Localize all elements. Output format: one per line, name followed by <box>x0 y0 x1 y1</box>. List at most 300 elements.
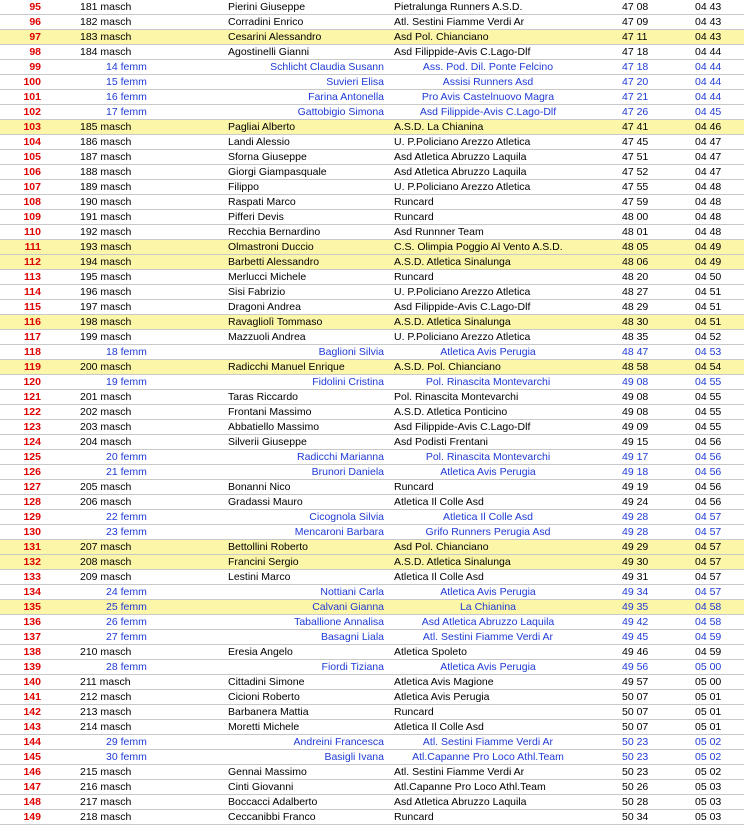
pace-per-km: 04 48 <box>695 196 722 208</box>
finish-time: 48 01 <box>622 226 649 238</box>
finish-time: 49 28 <box>622 511 649 523</box>
table-row <box>0 435 744 450</box>
table-row <box>0 630 744 645</box>
pace-per-km: 04 58 <box>695 601 722 613</box>
category: 14 femm <box>106 61 147 73</box>
pace-per-km: 05 03 <box>695 811 722 823</box>
position: 143 <box>23 721 41 733</box>
athlete-name: Radicchi Manuel Enrique <box>228 361 345 373</box>
position: 136 <box>23 616 41 628</box>
table-row <box>0 645 744 660</box>
position: 103 <box>23 121 41 133</box>
finish-time: 49 57 <box>622 676 649 688</box>
position: 134 <box>23 586 41 598</box>
finish-time: 47 08 <box>622 1 649 13</box>
athlete-name: Mencaroni Barbara <box>294 526 384 538</box>
finish-time: 47 21 <box>622 91 649 103</box>
pace-per-km: 05 01 <box>695 691 722 703</box>
athlete-name: Moretti Michele <box>228 721 300 733</box>
position: 105 <box>23 151 41 163</box>
category: 215 masch <box>80 766 132 778</box>
table-row <box>0 150 744 165</box>
pace-per-km: 04 48 <box>695 226 722 238</box>
position: 106 <box>23 166 41 178</box>
position: 137 <box>23 631 41 643</box>
category: 22 femm <box>106 511 147 523</box>
position: 124 <box>23 436 41 448</box>
finish-time: 47 20 <box>622 76 649 88</box>
finish-time: 48 27 <box>622 286 649 298</box>
pace-per-km: 04 43 <box>695 16 722 28</box>
pace-per-km: 04 44 <box>695 61 722 73</box>
finish-time: 48 05 <box>622 241 649 253</box>
club: A.S.D. Atletica Sinalunga <box>394 556 511 568</box>
athlete-name: Fidolini Cristina <box>312 376 384 388</box>
table-row <box>0 720 744 735</box>
table-row <box>0 240 744 255</box>
table-row <box>0 360 744 375</box>
position: 123 <box>23 421 41 433</box>
category: 209 masch <box>80 571 132 583</box>
table-row <box>0 675 744 690</box>
position: 138 <box>23 646 41 658</box>
club: Asd Filippide-Avis C.Lago-Dlf <box>394 301 531 313</box>
club: Pietralunga Runners A.S.D. <box>394 1 523 13</box>
club: Ass. Pod. Dil. Ponte Felcino <box>422 61 554 73</box>
pace-per-km: 04 51 <box>695 316 722 328</box>
athlete-name: Radicchi Marianna <box>297 451 384 463</box>
category: 210 masch <box>80 646 132 658</box>
pace-per-km: 05 02 <box>695 736 722 748</box>
position: 109 <box>23 211 41 223</box>
club: U. P.Policiano Arezzo Atletica <box>394 136 531 148</box>
finish-time: 50 07 <box>622 706 649 718</box>
club: Atletica Avis Perugia <box>440 346 536 358</box>
table-row <box>0 255 744 270</box>
pace-per-km: 04 55 <box>695 421 722 433</box>
position: 107 <box>23 181 41 193</box>
category: 184 masch <box>80 46 132 58</box>
category: 213 masch <box>80 706 132 718</box>
athlete-name: Taras Riccardo <box>228 391 299 403</box>
table-row <box>0 195 744 210</box>
finish-time: 47 52 <box>622 166 649 178</box>
category: 187 masch <box>80 151 132 163</box>
category: 211 masch <box>80 676 131 688</box>
pace-per-km: 04 57 <box>695 556 722 568</box>
athlete-name: Silverii Giuseppe <box>228 436 307 448</box>
category: 193 masch <box>80 241 132 253</box>
category: 199 masch <box>80 331 132 343</box>
table-row <box>0 585 744 600</box>
table-row <box>0 75 744 90</box>
category: 23 femm <box>106 526 147 538</box>
table-row <box>0 690 744 705</box>
club: Asd Podisti Frentani <box>394 436 488 448</box>
category: 196 masch <box>80 286 132 298</box>
athlete-name: Frontani Massimo <box>228 406 312 418</box>
athlete-name: Cesarini Alessandro <box>228 31 322 43</box>
finish-time: 49 31 <box>622 571 649 583</box>
club: Atl.Capanne Pro Loco Athl.Team <box>412 751 564 763</box>
finish-time: 47 18 <box>622 46 649 58</box>
pace-per-km: 04 52 <box>695 331 722 343</box>
position: 133 <box>23 571 41 583</box>
table-row <box>0 600 744 615</box>
position: 116 <box>24 316 41 328</box>
table-row <box>0 525 744 540</box>
pace-per-km: 04 55 <box>695 391 722 403</box>
position: 126 <box>23 466 41 478</box>
position: 142 <box>23 706 41 718</box>
pace-per-km: 04 57 <box>695 511 722 523</box>
table-row <box>0 105 744 120</box>
table-row <box>0 540 744 555</box>
finish-time: 49 46 <box>622 646 649 658</box>
finish-time: 49 29 <box>622 541 649 553</box>
table-row <box>0 225 744 240</box>
club: Atletica Avis Perugia <box>440 466 536 478</box>
club: Atletica Il Colle Asd <box>394 721 484 733</box>
pace-per-km: 04 56 <box>695 466 722 478</box>
club: Pol. Rinascita Montevarchi <box>425 451 551 463</box>
athlete-name: Barbanera Mattia <box>228 706 309 718</box>
athlete-name: Raspati Marco <box>228 196 296 208</box>
pace-per-km: 04 56 <box>695 481 722 493</box>
athlete-name: Taballione Annalisa <box>294 616 384 628</box>
table-row <box>0 450 744 465</box>
finish-time: 48 47 <box>622 346 649 358</box>
athlete-name: Olmastroni Duccio <box>228 241 314 253</box>
table-row <box>0 0 744 15</box>
category: 186 masch <box>80 136 132 148</box>
athlete-name: Cicognola Silvia <box>309 511 384 523</box>
club: Atletica Spoleto <box>394 646 467 658</box>
category: 18 femm <box>106 346 147 358</box>
position: 122 <box>23 406 41 418</box>
table-row <box>0 795 744 810</box>
table-row <box>0 90 744 105</box>
finish-time: 49 15 <box>622 436 649 448</box>
finish-time: 48 29 <box>622 301 649 313</box>
pace-per-km: 04 47 <box>695 166 722 178</box>
position: 114 <box>24 286 41 298</box>
club: Asd Atletica Abruzzo Laquila <box>394 796 527 808</box>
pace-per-km: 05 02 <box>695 751 722 763</box>
athlete-name: Ceccanibbi Franco <box>228 811 316 823</box>
club: Atl. Sestini Fiamme Verdi Ar <box>394 766 525 778</box>
category: 201 masch <box>80 391 132 403</box>
category: 203 masch <box>80 421 132 433</box>
table-row <box>0 555 744 570</box>
position: 148 <box>23 796 41 808</box>
finish-time: 49 17 <box>622 451 649 463</box>
table-row <box>0 420 744 435</box>
finish-time: 47 41 <box>622 121 649 133</box>
position: 115 <box>24 301 41 313</box>
category: 200 masch <box>80 361 132 373</box>
position: 104 <box>23 136 41 148</box>
club: Runcard <box>394 196 434 208</box>
table-row <box>0 405 744 420</box>
finish-time: 50 23 <box>622 751 649 763</box>
club: C.S. Olimpia Poggio Al Vento A.S.D. <box>394 241 563 253</box>
athlete-name: Lestini Marco <box>228 571 291 583</box>
pace-per-km: 04 53 <box>695 346 722 358</box>
club: Asd Runnner Team <box>394 226 484 238</box>
pace-per-km: 04 55 <box>695 376 722 388</box>
category: 197 masch <box>80 301 132 313</box>
table-row <box>0 345 744 360</box>
table-row <box>0 480 744 495</box>
category: 181 masch <box>80 1 132 13</box>
position: 132 <box>23 556 41 568</box>
position: 118 <box>24 346 41 358</box>
category: 20 femm <box>106 451 147 463</box>
pace-per-km: 05 00 <box>695 676 722 688</box>
table-row <box>0 180 744 195</box>
category: 195 masch <box>80 271 132 283</box>
position: 95 <box>29 1 41 13</box>
athlete-name: Abbatiello Massimo <box>228 421 320 433</box>
club: Assisi Runners Asd <box>442 76 534 88</box>
athlete-name: Boccacci Adalberto <box>228 796 318 808</box>
finish-time: 49 42 <box>622 616 649 628</box>
pace-per-km: 04 49 <box>695 256 722 268</box>
club: A.S.D. La Chianina <box>394 121 484 133</box>
finish-time: 49 34 <box>622 586 649 598</box>
pace-per-km: 05 03 <box>695 796 722 808</box>
category: 191 masch <box>80 211 132 223</box>
position: 120 <box>23 376 41 388</box>
athlete-name: Gennai Massimo <box>228 766 307 778</box>
position: 125 <box>23 451 41 463</box>
table-row <box>0 780 744 795</box>
table-row <box>0 15 744 30</box>
finish-time: 48 35 <box>622 331 649 343</box>
finish-time: 50 34 <box>622 811 649 823</box>
finish-time: 48 30 <box>622 316 649 328</box>
position: 128 <box>23 496 41 508</box>
pace-per-km: 04 54 <box>695 361 722 373</box>
finish-time: 49 19 <box>622 481 649 493</box>
position: 149 <box>23 811 41 823</box>
pace-per-km: 04 58 <box>695 616 722 628</box>
pace-per-km: 05 01 <box>695 706 722 718</box>
position: 121 <box>23 391 41 403</box>
club: U. P.Policiano Arezzo Atletica <box>394 181 531 193</box>
club: Runcard <box>394 271 434 283</box>
position: 99 <box>29 61 41 73</box>
club: Atl. Sestini Fiamme Verdi Ar <box>394 16 525 28</box>
position: 112 <box>24 256 41 268</box>
athlete-name: Recchia Bernardino <box>228 226 321 238</box>
category: 206 masch <box>80 496 132 508</box>
athlete-name: Bonanni Nico <box>228 481 291 493</box>
table-row <box>0 375 744 390</box>
position: 140 <box>23 676 41 688</box>
category: 207 masch <box>80 541 132 553</box>
pace-per-km: 04 56 <box>695 451 722 463</box>
table-row <box>0 135 744 150</box>
position: 100 <box>23 76 41 88</box>
category: 198 masch <box>80 316 132 328</box>
finish-time: 49 30 <box>622 556 649 568</box>
position: 98 <box>29 46 41 58</box>
position: 144 <box>23 736 41 748</box>
pace-per-km: 04 57 <box>695 571 722 583</box>
finish-time: 49 08 <box>622 376 649 388</box>
finish-time: 48 20 <box>622 271 649 283</box>
position: 141 <box>23 691 41 703</box>
athlete-name: Basigli Ivana <box>324 751 384 763</box>
club: Atletica Il Colle Asd <box>394 496 484 508</box>
finish-time: 49 24 <box>622 496 649 508</box>
category: 216 masch <box>80 781 132 793</box>
table-row <box>0 270 744 285</box>
pace-per-km: 04 46 <box>695 121 722 133</box>
category: 182 masch <box>80 16 132 28</box>
position: 130 <box>23 526 41 538</box>
finish-time: 47 55 <box>622 181 649 193</box>
athlete-name: Filippo <box>228 181 259 193</box>
club: Atletica Avis Perugia <box>440 661 536 673</box>
finish-time: 49 08 <box>622 406 649 418</box>
athlete-name: Pagliai Alberto <box>228 121 296 133</box>
finish-time: 50 26 <box>622 781 649 793</box>
finish-time: 50 07 <box>622 691 649 703</box>
table-row <box>0 300 744 315</box>
finish-time: 48 00 <box>622 211 649 223</box>
position: 119 <box>24 361 41 373</box>
athlete-name: Cinti Giovanni <box>228 781 294 793</box>
position: 110 <box>24 226 41 238</box>
athlete-name: Schlicht Claudia Susann <box>270 61 384 73</box>
position: 131 <box>23 541 41 553</box>
table-row <box>0 45 744 60</box>
table-row <box>0 315 744 330</box>
category: 21 femm <box>106 466 147 478</box>
athlete-name: Eresia Angelo <box>228 646 293 658</box>
position: 117 <box>24 331 41 343</box>
athlete-name: Brunori Daniela <box>311 466 384 478</box>
club: Atl. Sestini Fiamme Verdi Ar <box>422 736 554 748</box>
category: 205 masch <box>80 481 132 493</box>
category: 19 femm <box>106 376 147 388</box>
athlete-name: Gattobigio Simona <box>297 106 384 118</box>
table-row <box>0 660 744 675</box>
table-row <box>0 810 744 825</box>
position: 101 <box>23 91 41 103</box>
club: Asd Atletica Abruzzo Laquila <box>394 166 527 178</box>
athlete-name: Giorgi Giampasquale <box>228 166 327 178</box>
position: 129 <box>23 511 41 523</box>
category: 194 masch <box>80 256 132 268</box>
club: Pro Avis Castelnuovo Magra <box>421 91 555 103</box>
athlete-name: Pifferi Devis <box>228 211 284 223</box>
club: Runcard <box>394 811 434 823</box>
athlete-name: Pierini Giuseppe <box>228 1 306 13</box>
athlete-name: Cicioni Roberto <box>228 691 300 703</box>
pace-per-km: 05 03 <box>695 781 722 793</box>
athlete-name: Cittadini Simone <box>228 676 305 688</box>
table-row <box>0 120 744 135</box>
athlete-name: Farina Antonella <box>308 91 384 103</box>
athlete-name: Andreini Francesca <box>293 736 384 748</box>
position: 139 <box>23 661 41 673</box>
athlete-name: Baglioni Silvia <box>318 346 384 358</box>
club: Asd Filippide-Avis C.Lago-Dlf <box>419 106 557 118</box>
finish-time: 49 09 <box>622 421 649 433</box>
table-row <box>0 390 744 405</box>
pace-per-km: 04 50 <box>695 271 722 283</box>
club: Runcard <box>394 211 434 223</box>
position: 135 <box>23 601 41 613</box>
category: 217 masch <box>80 796 132 808</box>
table-row <box>0 510 744 525</box>
table-row <box>0 735 744 750</box>
athlete-name: Basagni Liala <box>320 631 384 643</box>
club: Asd Pol. Chianciano <box>394 541 489 553</box>
category: 183 masch <box>80 31 132 43</box>
category: 185 masch <box>80 121 132 133</box>
category: 204 masch <box>80 436 132 448</box>
club: Asd Atletica Abruzzo Laquila <box>394 151 527 163</box>
table-row <box>0 705 744 720</box>
finish-time: 49 35 <box>622 601 649 613</box>
category: 208 masch <box>80 556 132 568</box>
pace-per-km: 04 44 <box>695 91 722 103</box>
club: Atletica Avis Perugia <box>394 691 490 703</box>
finish-time: 48 06 <box>622 256 649 268</box>
athlete-name: Francini Sergio <box>228 556 299 568</box>
finish-time: 49 56 <box>622 661 649 673</box>
club: U. P.Policiano Arezzo Atletica <box>394 286 531 298</box>
category: 214 masch <box>80 721 132 733</box>
pace-per-km: 04 56 <box>695 436 722 448</box>
club: Runcard <box>394 706 434 718</box>
finish-time: 50 23 <box>622 736 649 748</box>
finish-time: 50 28 <box>622 796 649 808</box>
athlete-name: Nottiani Carla <box>320 586 384 598</box>
pace-per-km: 04 57 <box>695 526 722 538</box>
category: 27 femm <box>106 631 147 643</box>
position: 108 <box>23 196 41 208</box>
category: 15 femm <box>106 76 147 88</box>
position: 113 <box>24 271 41 283</box>
finish-time: 47 26 <box>622 106 649 118</box>
athlete-name: Corradini Enrico <box>228 16 304 28</box>
table-row <box>0 330 744 345</box>
table-row <box>0 210 744 225</box>
club: Atletica Avis Magione <box>394 676 494 688</box>
club: U. P.Policiano Arezzo Atletica <box>394 331 531 343</box>
club: Asd Filippide-Avis C.Lago-Dlf <box>394 46 531 58</box>
club: Atletica Avis Perugia <box>440 586 536 598</box>
finish-time: 47 09 <box>622 16 649 28</box>
club: Asd Atletica Abruzzo Laquila <box>421 616 555 628</box>
athlete-name: Bettollini Roberto <box>228 541 308 553</box>
pace-per-km: 04 57 <box>695 541 722 553</box>
position: 145 <box>23 751 41 763</box>
club: Asd Filippide-Avis C.Lago-Dlf <box>394 421 531 433</box>
finish-time: 50 23 <box>622 766 649 778</box>
pace-per-km: 04 51 <box>695 301 722 313</box>
table-row <box>0 165 744 180</box>
position: 147 <box>23 781 41 793</box>
category: 29 femm <box>106 736 147 748</box>
pace-per-km: 04 51 <box>695 286 722 298</box>
